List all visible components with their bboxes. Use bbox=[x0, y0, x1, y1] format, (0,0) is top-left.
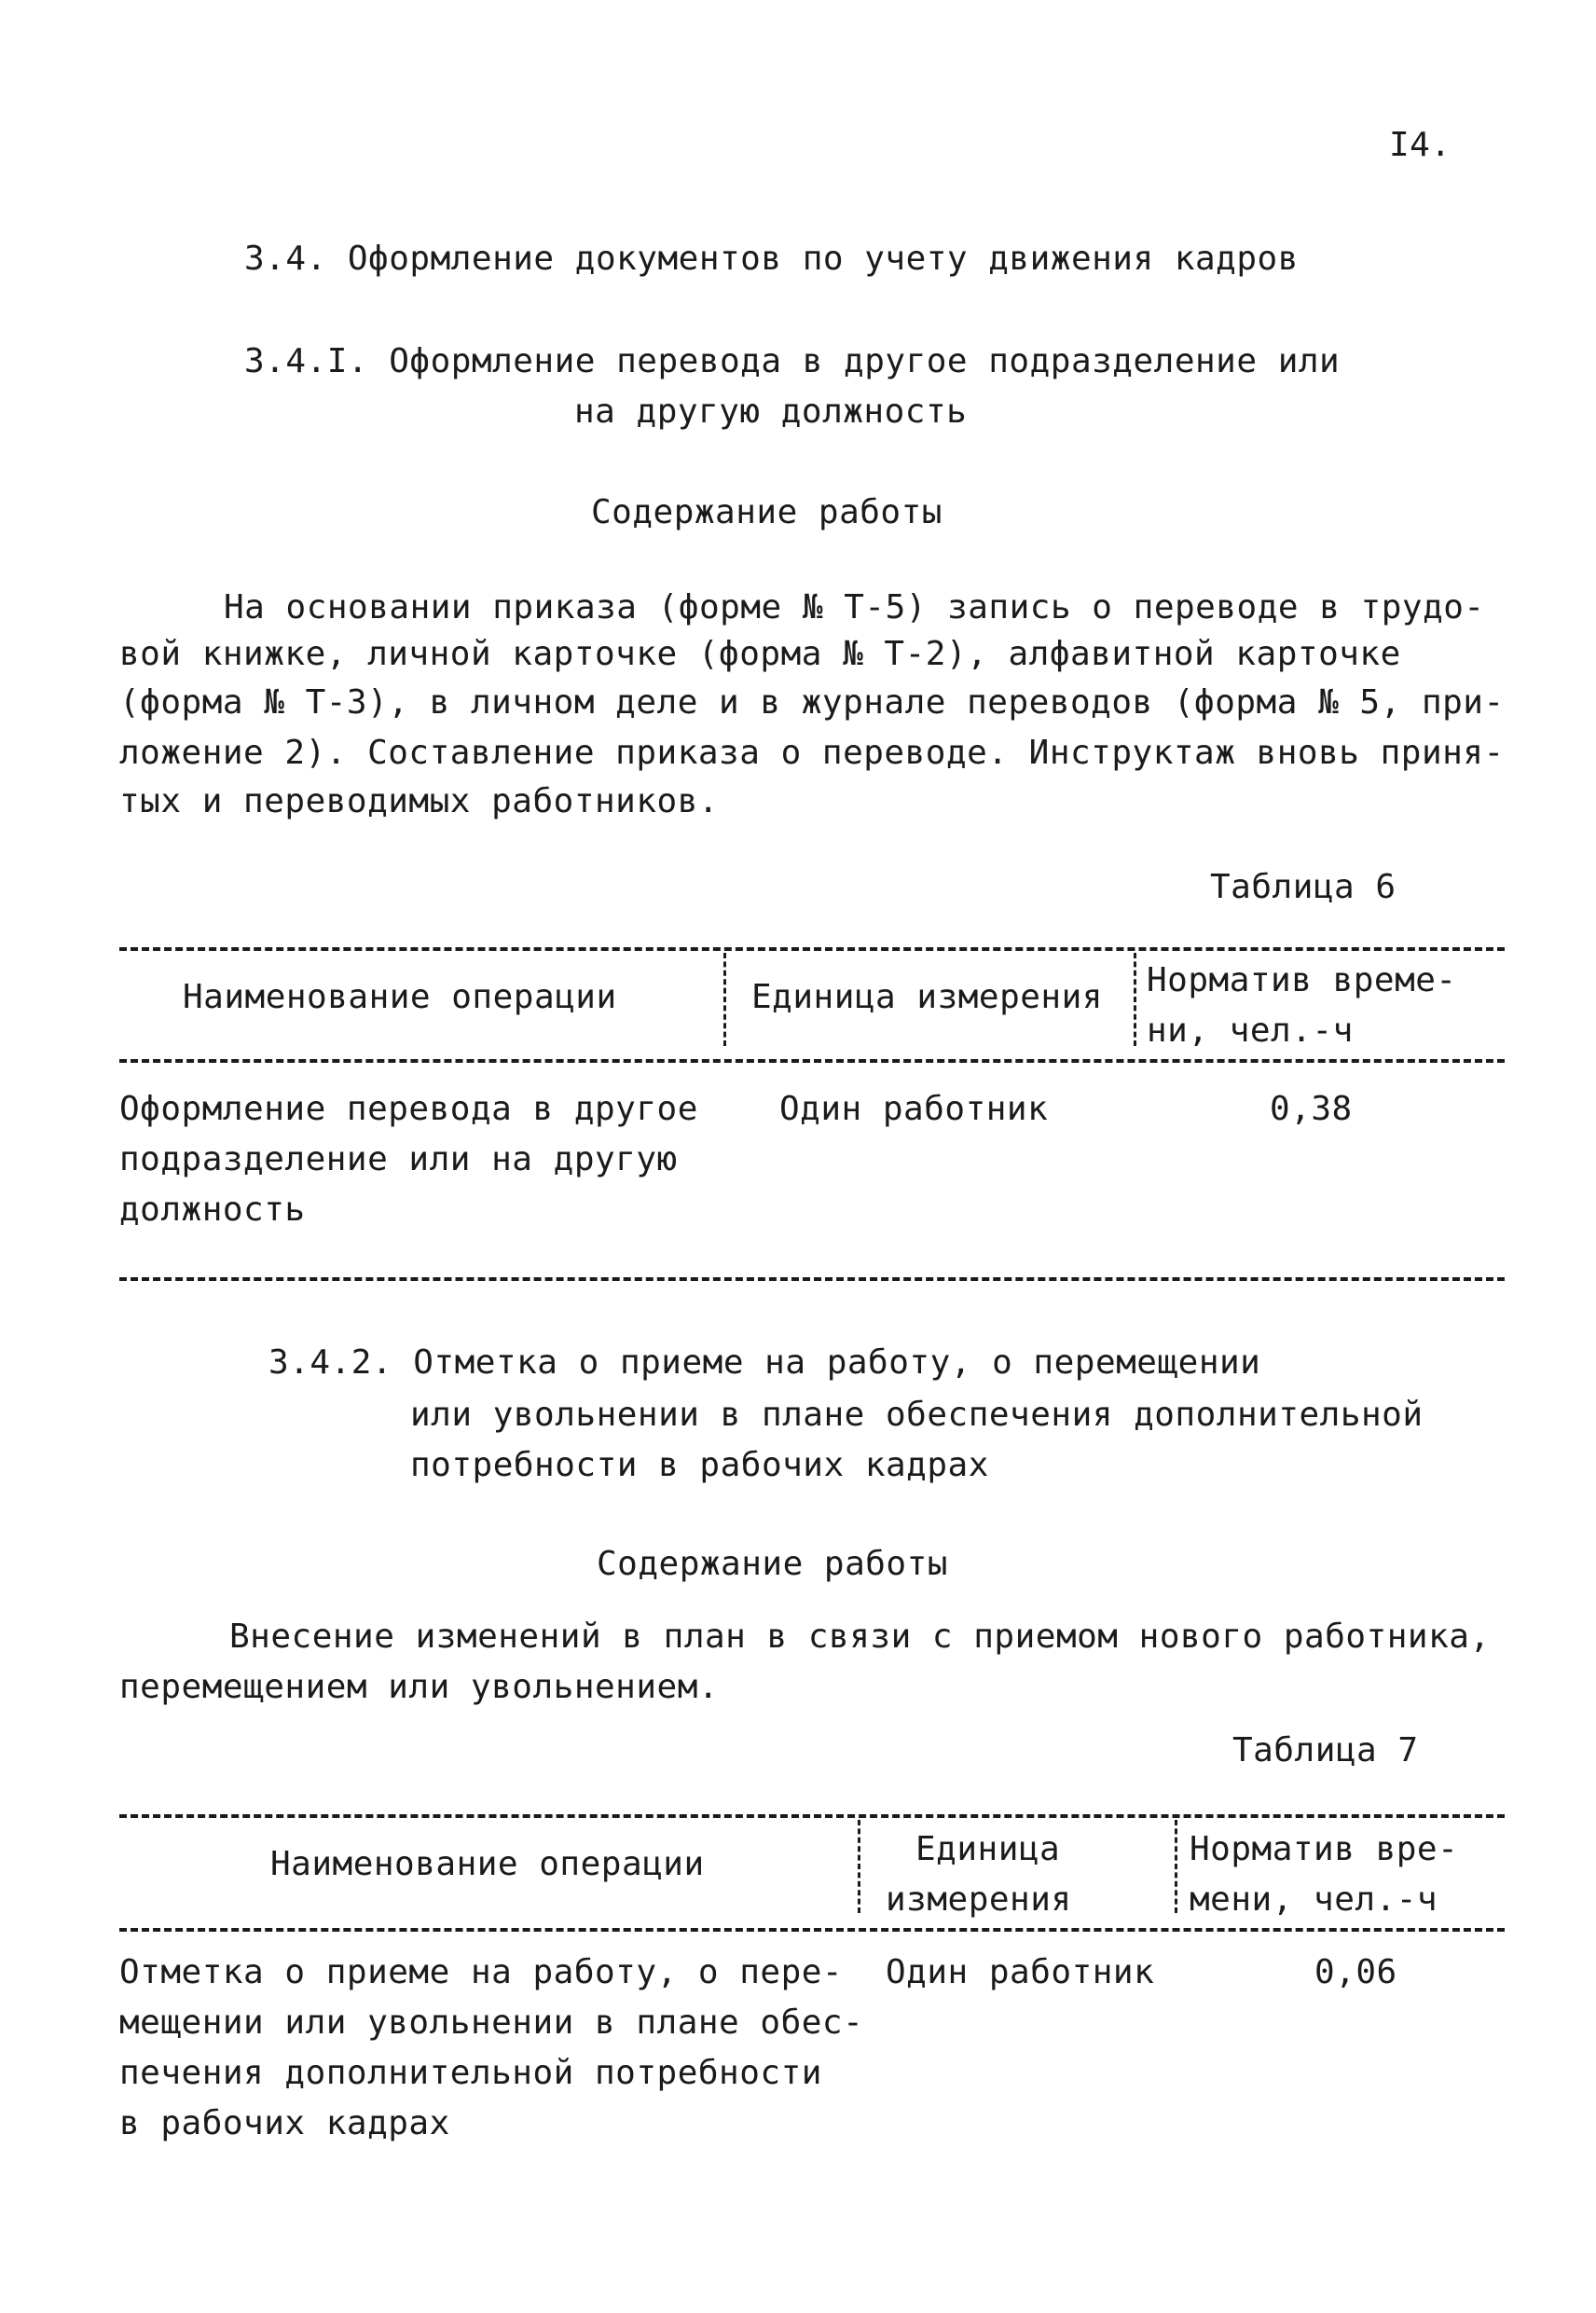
table-rule bbox=[119, 1814, 1505, 1818]
table-cell: мещении или увольнении в плане обес- bbox=[119, 2003, 864, 2042]
table-cell: 0,38 bbox=[1270, 1090, 1353, 1128]
table-header: Норматив вре- bbox=[1190, 1830, 1459, 1868]
subsection-heading-2-cont: или увольнении в плане обеспечения дополнительной bbox=[410, 1396, 1424, 1434]
table-cell: Один работник bbox=[886, 1953, 1155, 1991]
table-header: Единица bbox=[915, 1830, 1061, 1868]
body-line: (форма № Т-3), в личном деле и в журнале переводов (форма № 5, при- bbox=[119, 683, 1505, 722]
page-number: I4. bbox=[1389, 126, 1452, 164]
table-header: Наименование операции bbox=[183, 978, 617, 1016]
table-cell: Отметка о приеме на работу, о пере- bbox=[119, 1953, 844, 1991]
body-line: тых и переводимых работников. bbox=[119, 782, 720, 820]
body-line: Внесение изменений в план в связи с приемом нового работника, bbox=[229, 1618, 1491, 1656]
body-line: перемещением или увольнением. bbox=[119, 1668, 720, 1706]
body-line: вой книжке, личной карточке (форма № Т-2), алфавитной карточке bbox=[119, 635, 1401, 673]
table-cell: Оформление перевода в другое bbox=[119, 1090, 698, 1128]
table-cell: подразделение или на другую bbox=[119, 1140, 678, 1178]
body-line: ложение 2). Составление приказа о переводе. Инструктаж вновь приня- bbox=[119, 734, 1505, 772]
body-line: На основании приказа (форме № Т-5) запись о переводе в трудо- bbox=[224, 588, 1485, 626]
subsection-heading-1-cont: на другую должность bbox=[574, 392, 968, 431]
table-cell: 0,06 bbox=[1314, 1953, 1397, 1991]
content-title-1: Содержание работы bbox=[591, 493, 942, 531]
column-divider bbox=[1134, 953, 1136, 1046]
table-header: измерения bbox=[886, 1880, 1072, 1919]
table-cell: должность bbox=[119, 1191, 306, 1229]
section-title: 3.4. Оформление документов по учету движения кадров bbox=[244, 240, 1299, 278]
column-divider bbox=[858, 1820, 860, 1913]
subsection-heading-1: 3.4.I. Оформление перевода в другое подразделение или bbox=[244, 342, 1341, 380]
table-cell: в рабочих кадрах bbox=[119, 2104, 450, 2142]
table-cell: печения дополнительной потребности bbox=[119, 2054, 822, 2092]
table-label-6: Таблица 6 bbox=[1210, 868, 1396, 906]
table-header: Наименование операции bbox=[270, 1845, 705, 1883]
table-rule bbox=[119, 1928, 1505, 1932]
column-divider bbox=[1175, 1820, 1177, 1913]
table-header: ни, чел.-ч bbox=[1147, 1012, 1354, 1050]
table-header: Единица измерения bbox=[751, 978, 1103, 1016]
table-cell: Один работник bbox=[779, 1090, 1049, 1128]
subsection-heading-2-cont: потребности в рабочих кадрах bbox=[410, 1446, 989, 1484]
table-rule bbox=[119, 1059, 1505, 1063]
table-label-7: Таблица 7 bbox=[1232, 1731, 1419, 1769]
column-divider bbox=[723, 953, 726, 1046]
table-rule bbox=[119, 1277, 1505, 1281]
subsection-heading-2: 3.4.2. Отметка о приеме на работу, о перемещении bbox=[268, 1343, 1261, 1382]
table-header: Норматив време- bbox=[1147, 961, 1457, 999]
table-rule bbox=[119, 947, 1505, 951]
content-title-2: Содержание работы bbox=[597, 1545, 948, 1583]
table-header: мени, чел.-ч bbox=[1190, 1880, 1438, 1919]
